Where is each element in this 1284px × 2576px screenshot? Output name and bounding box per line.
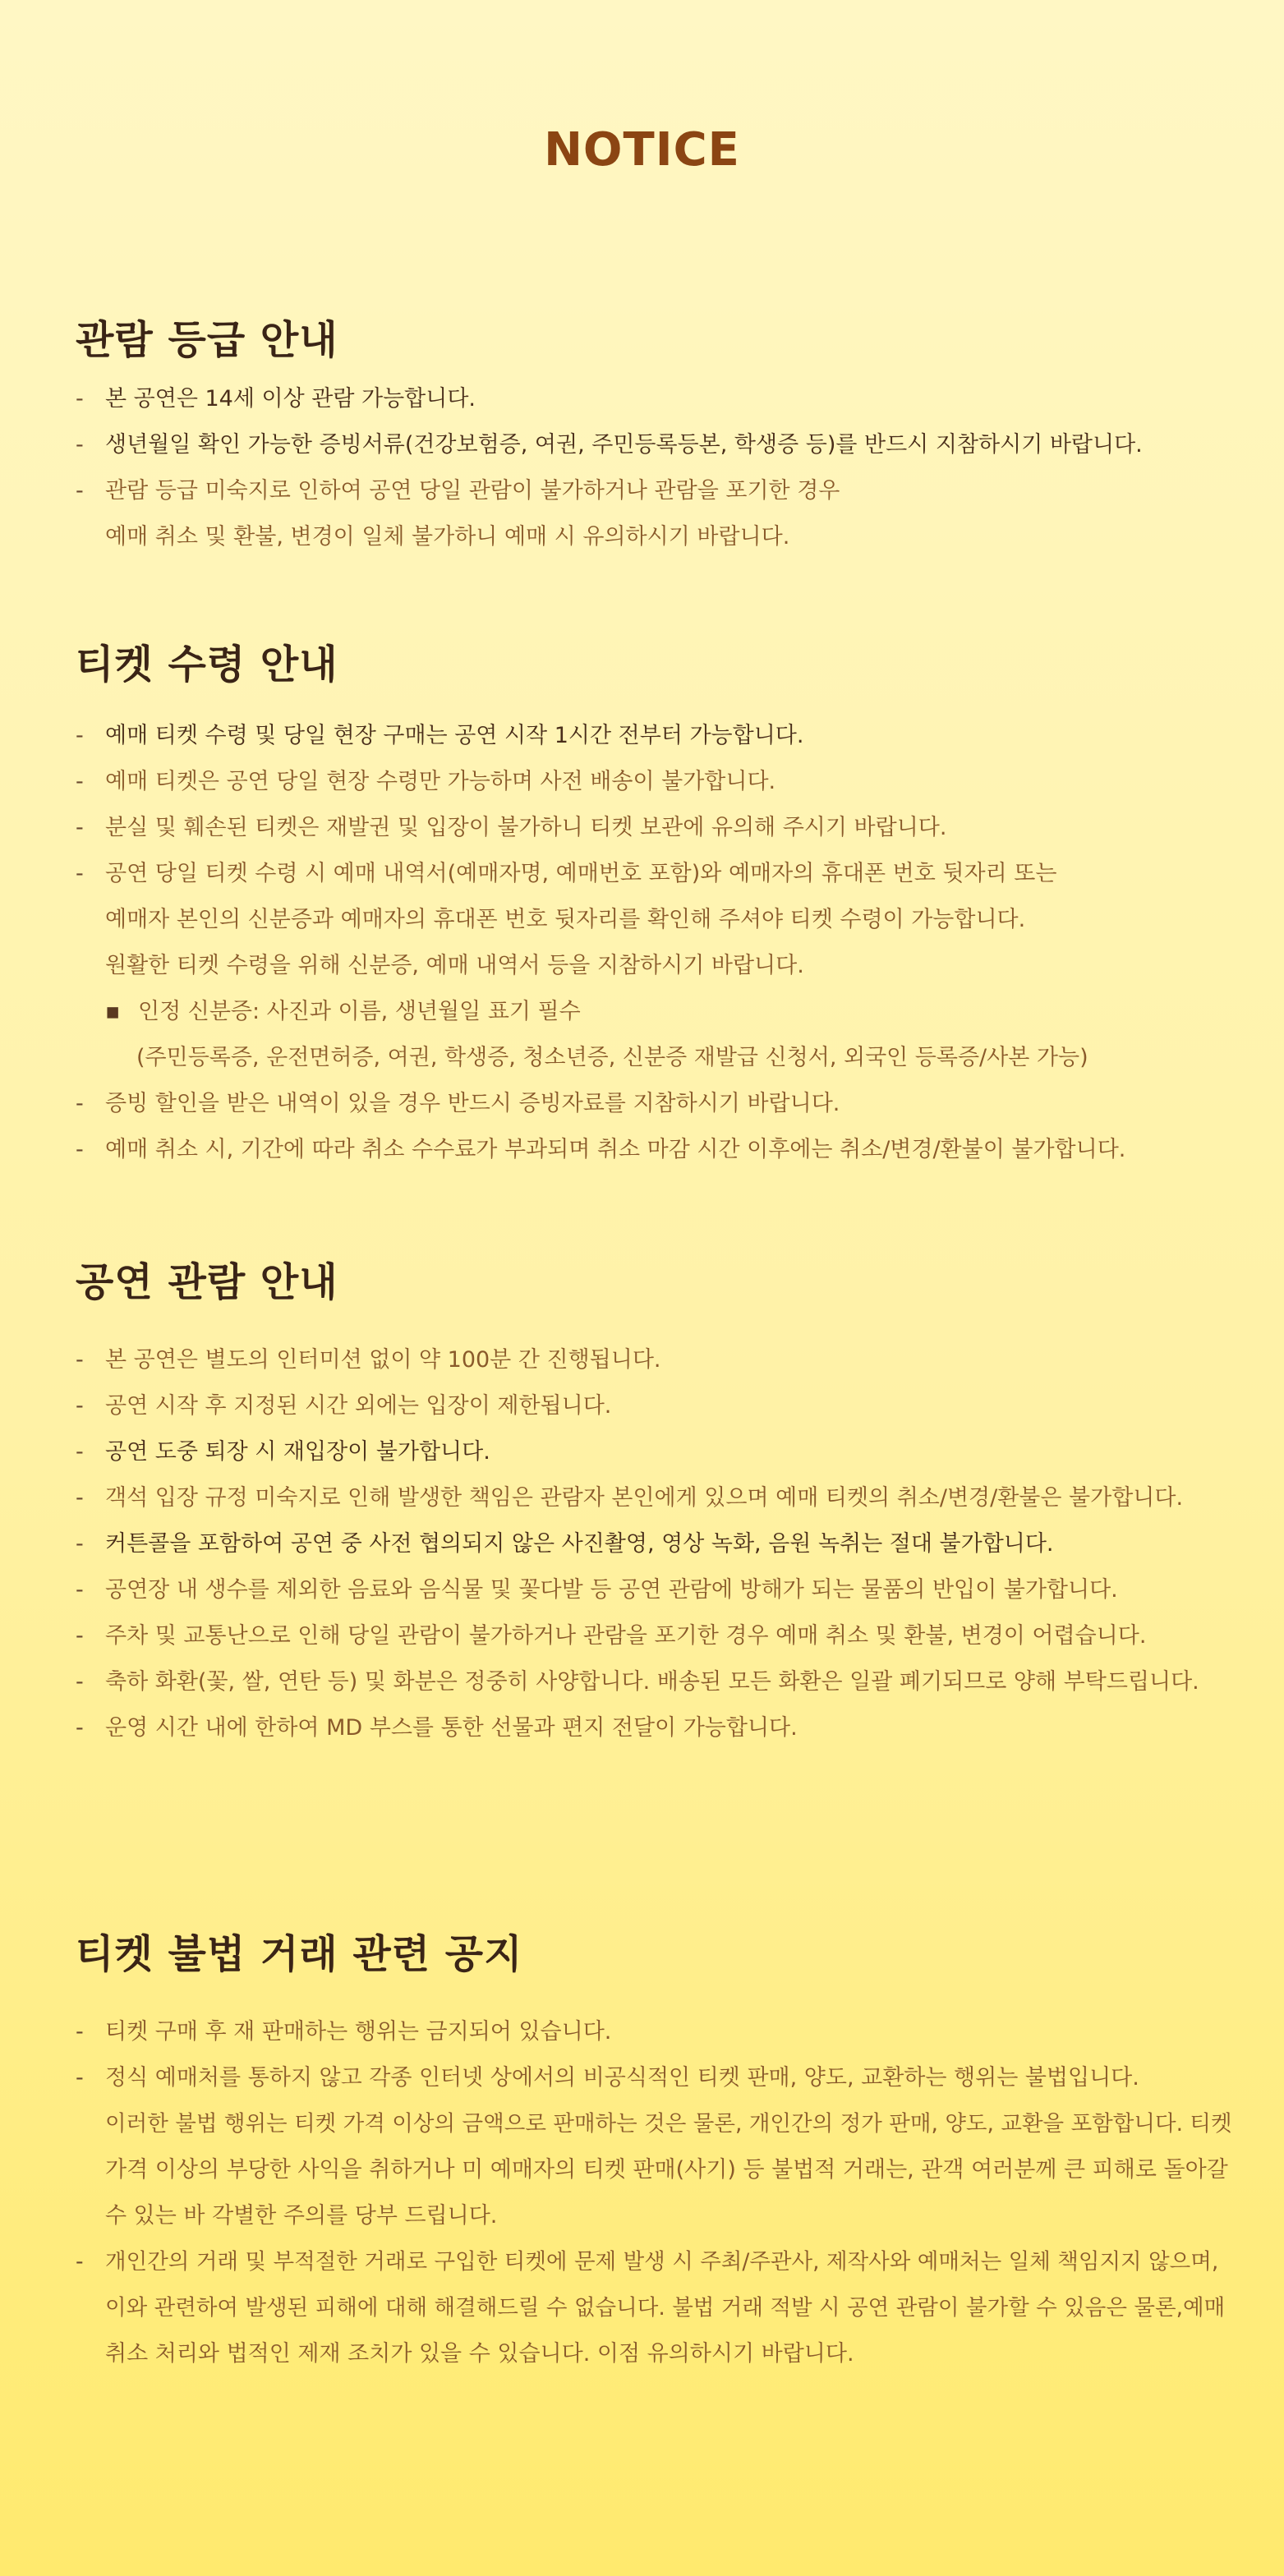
list-item-text: 공연 당일 티켓 수령 시 예매 내역서(예매자명, 예매번호 포함)와 예매자의 휴대폰 번호 뒷자리 또는 [105,861,1057,886]
list-item-text: 공연 도중 퇴장 시 재입장이 불가합니다. [105,1439,490,1465]
list-item-text: 객석 입장 규정 미숙지로 인해 발생한 책임은 관람자 본인에게 있으며 예매 티켓의 취소/변경/환불은 불가합니다. [105,1485,1184,1511]
dash-marker: - [76,478,84,504]
dash-marker: - [76,2019,84,2045]
list-item-text: 예매 취소 시, 기간에 따라 취소 수수료가 부과되며 취소 마감 시간 이후에는 취소/변경/환불이 불가합니다. [105,1137,1126,1162]
list-item-text: 예매 티켓은 공연 당일 현장 수령만 가능하며 사전 배송이 불가합니다. [105,769,776,794]
list-item-text: 개인간의 거래 및 부적절한 거래로 구입한 티켓에 문제 발생 시 주최/주관사, 제작사와 예매처는 일체 책임지지 않으며, [105,2249,1219,2275]
list-item-continuation: 취소 처리와 법적인 제재 조치가 있을 수 있습니다. 이점 유의하시기 바랍니다. [105,2341,854,2367]
list-item-text: 공연장 내 생수를 제외한 음료와 음식물 및 꽃다발 등 공연 관람에 방해가 되는 물품의 반입이 불가합니다. [105,1577,1118,1603]
dash-marker: - [76,1669,84,1695]
list-item-text: 본 공연은 14세 이상 관람 가능합니다. [105,386,476,412]
section-title-ticket-pickup: 티켓 수령 안내 [76,642,338,688]
list-item [76,855,1056,887]
dash-marker: - [76,2065,84,2091]
list-item-text: 예매 티켓 수령 및 당일 현장 구매는 공연 시작 1시간 전부터 가능합니다. [105,723,804,748]
list-item-text: 커튼콜을 포함하여 공연 중 사전 협의되지 않은 사진촬영, 영상 녹화, 음원 녹취는 절대 불가합니다. [105,1531,1054,1557]
list-item [76,2059,1139,2091]
dash-marker: - [76,1623,84,1649]
dash-marker: - [76,2249,84,2275]
dash-marker: - [76,723,84,748]
section-title-viewing: 공연 관람 안내 [76,1259,338,1305]
list-item [76,1663,1199,1695]
list-item [76,1571,1118,1603]
list-item-text: 공연 시작 후 지정된 시간 외에는 입장이 제한됩니다. [105,1393,612,1419]
dash-marker: - [76,1347,84,1373]
dash-marker: - [76,1393,84,1419]
list-item [76,1617,1146,1649]
list-item-text: 증빙 할인을 받은 내역이 있을 경우 반드시 증빙자료를 지참하시기 바랍니다. [105,1091,840,1116]
list-item [76,380,476,412]
list-item-text: 생년월일 확인 가능한 증빙서류(건강보험증, 여권, 주민등록등본, 학생증 등)를 반드시 지참하시기 바랍니다. [105,432,1143,458]
list-item [76,809,946,841]
list-item-continuation: 가격 이상의 부당한 사익을 취하거나 미 예매자의 티켓 판매(사기) 등 불법적 거래는, 관객 여러분께 큰 피해로 돌아갈 [105,2157,1228,2183]
list-item [76,1709,798,1741]
section-title-illegal-trade: 티켓 불법 거래 관련 공지 [76,1931,523,1977]
list-item-text: 정식 예매처를 통하지 않고 각종 인터넷 상에서의 비공식적인 티켓 판매, 양도, 교환하는 행위는 불법입니다. [105,2065,1139,2091]
list-item [76,2013,611,2045]
list-item-text: 축하 화환(꽃, 쌀, 연탄 등) 및 화분은 정중히 사양합니다. 배송된 모든 화환은 일괄 폐기되므로 양해 부탁드립니다. [105,1669,1199,1695]
sub-list-item-text: 인정 신분증: 사진과 이름, 생년월일 표기 필수 [138,999,581,1024]
list-item-text: 주차 및 교통난으로 인해 당일 관람이 불가하거나 관람을 포기한 경우 예매 취소 및 환불, 변경이 어렵습니다. [105,1623,1147,1649]
list-item [76,1479,1183,1511]
list-item [76,472,840,504]
list-item [76,1433,490,1465]
page-title: NOTICE [544,123,740,177]
dash-marker: - [76,861,84,886]
dash-marker: - [76,815,84,840]
list-item-text: 관람 등급 미숙지로 인하여 공연 당일 관람이 불가하거나 관람을 포기한 경우 [105,478,840,504]
dash-marker: - [76,432,84,458]
dash-marker: - [76,1439,84,1465]
dash-marker: - [76,1715,84,1741]
list-item [76,1525,1054,1557]
list-item-continuation: 원활한 티켓 수령을 위해 신분증, 예매 내역서 등을 지참하시기 바랍니다. [105,953,804,978]
list-item-continuation: 예매자 본인의 신분증과 예매자의 휴대폰 번호 뒷자리를 확인해 주셔야 티켓 수령이 가능합니다. [105,907,1026,932]
square-bullet-icon: ▪ [105,999,121,1024]
dash-marker: - [76,1091,84,1116]
list-item [76,717,803,749]
list-item-text: 운영 시간 내에 한하여 MD 부스를 통한 선물과 편지 전달이 가능합니다. [105,1715,798,1741]
dash-marker: - [76,1531,84,1557]
list-item-text: 본 공연은 별도의 인터미션 없이 약 100분 간 진행됩니다. [105,1347,661,1373]
list-item [76,1085,840,1117]
sub-list-item-continuation: (주민등록증, 운전면허증, 여권, 학생증, 청소년증, 신분증 재발급 신청서, 외국인 등록증/사본 가능) [136,1045,1088,1070]
list-item [76,2243,1218,2275]
dash-marker: - [76,386,84,412]
list-item-text: 티켓 구매 후 재 판매하는 행위는 금지되어 있습니다. [105,2019,612,2045]
list-item-continuation: 이와 관련하여 발생된 피해에 대해 해결해드릴 수 없습니다. 불법 거래 적발 시 공연 관람이 불가할 수 있음은 물론,예매 [105,2295,1226,2321]
list-item-continuation: 예매 취소 및 환불, 변경이 일체 불가하니 예매 시 유의하시기 바랍니다. [105,524,790,550]
sub-list-item [105,993,581,1025]
list-item [76,1387,611,1419]
section-title-rating: 관람 등급 안내 [76,317,338,363]
list-item [76,763,775,795]
dash-marker: - [76,1137,84,1162]
dash-marker: - [76,1577,84,1603]
list-item [76,1341,661,1373]
list-item [76,426,1143,458]
list-item-continuation: 수 있는 바 각별한 주의를 당부 드립니다. [105,2203,498,2229]
list-item-text: 분실 및 훼손된 티켓은 재발권 및 입장이 불가하니 티켓 보관에 유의해 주시기 바랍니다. [105,815,947,840]
list-item-continuation: 이러한 불법 행위는 티켓 가격 이상의 금액으로 판매하는 것은 물론, 개인간의 정가 판매, 양도, 교환을 포함합니다. 티켓 [105,2111,1232,2137]
dash-marker: - [76,1485,84,1511]
dash-marker: - [76,769,84,794]
list-item [76,1131,1125,1163]
